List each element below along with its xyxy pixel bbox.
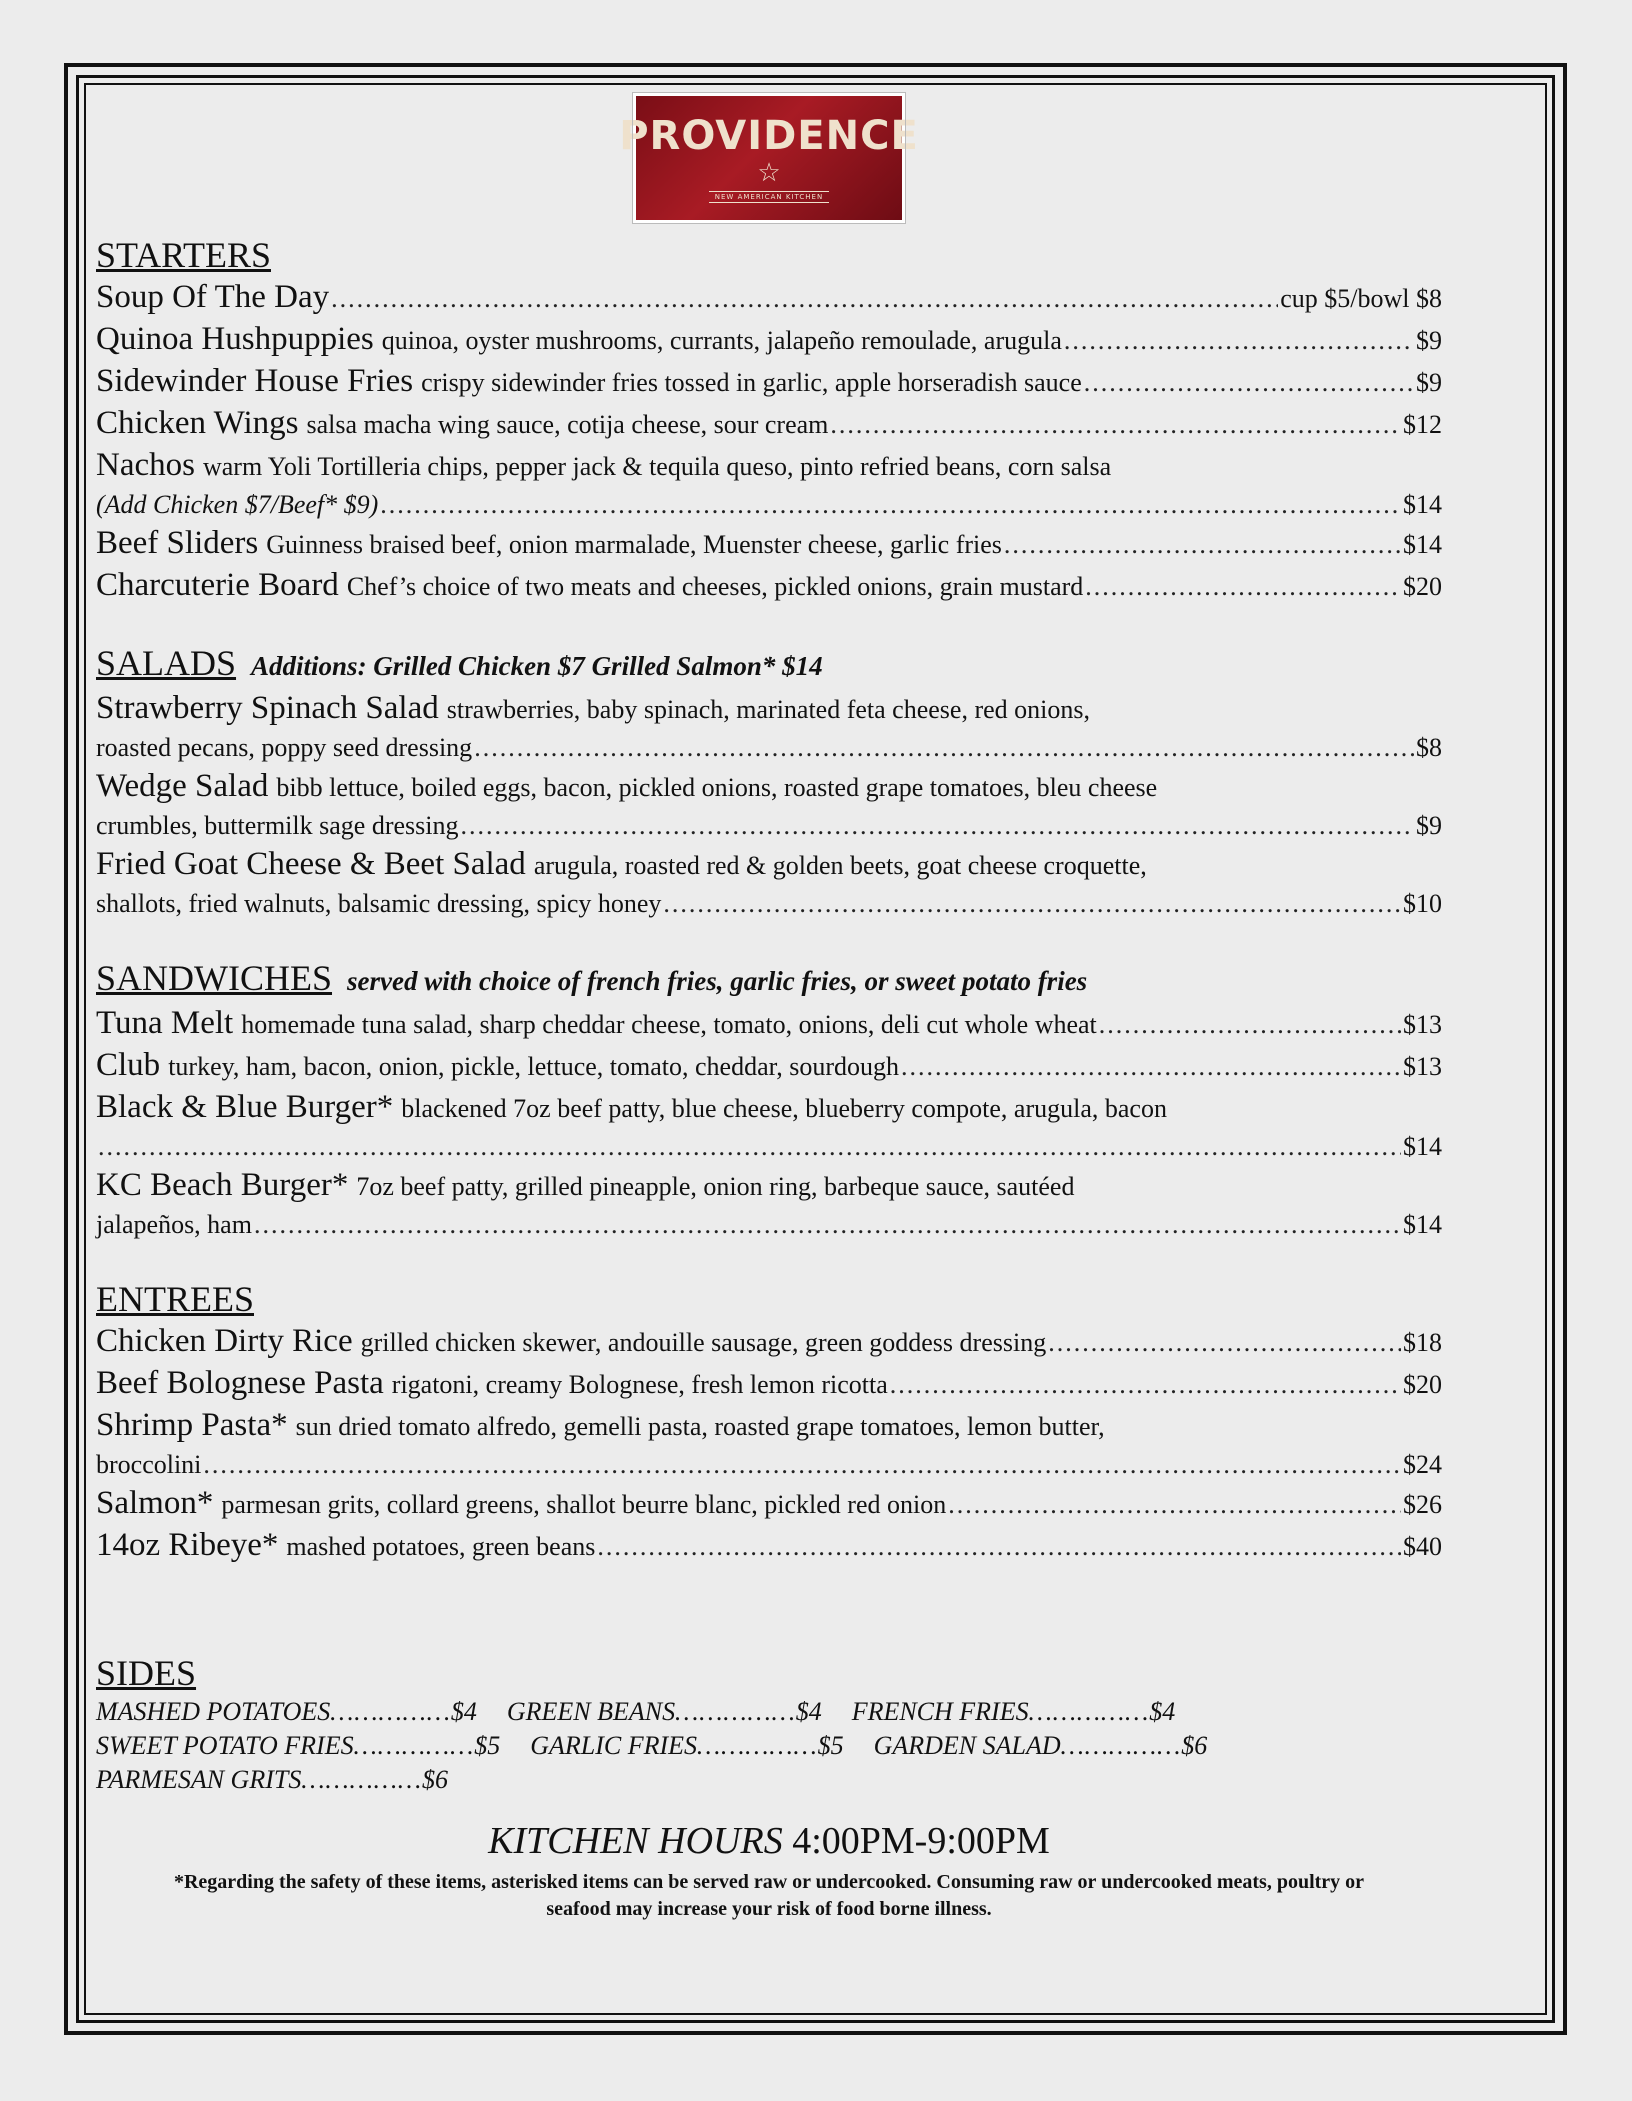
menu-item <box>96 1003 1442 1045</box>
menu-item-row <box>96 277 1442 319</box>
menu-item-row <box>96 403 1442 445</box>
side-price: $4 <box>795 1697 822 1726</box>
star-icon: ☆ <box>757 158 781 188</box>
item-price: $10 <box>1403 889 1442 918</box>
item-description: turkey, ham, bacon, onion, pickle, lettuce, tomato, cheddar, sourdough <box>168 1052 900 1081</box>
menu-item-row <box>96 523 1442 565</box>
menu-item-row <box>96 1207 1442 1243</box>
item-price: $9 <box>1416 368 1442 397</box>
menu-item-row <box>96 1525 1442 1567</box>
logo-tagline: NEW AMERICAN KITCHEN <box>709 191 829 203</box>
side-price: $5 <box>474 1731 501 1760</box>
dot-leader <box>460 808 1414 844</box>
side-name: GREEN BEANS <box>506 1697 676 1726</box>
menu-item-row <box>96 1129 1442 1165</box>
side-item <box>874 1729 1208 1763</box>
item-price: $13 <box>1403 1052 1442 1081</box>
item-description: arugula, roasted red & golden beets, goat cheese croquette, <box>533 851 1147 880</box>
sides-row <box>96 1695 1442 1729</box>
item-price: $13 <box>1403 1010 1442 1039</box>
menu-item-row <box>96 1321 1442 1363</box>
item-price: $9 <box>1416 811 1442 840</box>
side-item <box>96 1763 448 1797</box>
starters-list <box>96 277 1442 607</box>
sandwiches-note: served with choice of french fries, garlic fries, or sweet potato fries <box>347 966 1088 996</box>
item-description: mashed potatoes, green beans <box>286 1532 596 1561</box>
item-price: $20 <box>1403 572 1442 601</box>
dot-leader <box>380 487 1401 523</box>
menu-item-row <box>96 487 1442 523</box>
menu-item <box>96 445 1442 523</box>
item-name: Wedge Salad <box>96 768 269 804</box>
item-description-cont: shallots, fried walnuts, balsamic dressing, spicy honey <box>96 889 662 918</box>
item-name: Black & Blue Burger* <box>96 1089 394 1125</box>
side-name: GARLIC FRIES <box>530 1731 697 1760</box>
kitchen-hours-label: KITCHEN HOURS <box>488 1820 783 1862</box>
item-description-cont: jalapeños, ham <box>96 1210 252 1239</box>
menu-item-line <box>96 1405 1442 1447</box>
menu-item <box>96 766 1442 844</box>
item-name: Chicken Dirty Rice <box>96 1323 353 1359</box>
dot-leader <box>663 886 1401 922</box>
item-description: quinoa, oyster mushrooms, currants, jalapeño remoulade, arugula <box>381 326 1062 355</box>
menu-item-line <box>96 1087 1442 1129</box>
menu-item-line <box>96 688 1442 730</box>
side-item <box>852 1695 1176 1729</box>
providence-logo <box>619 93 919 223</box>
dot-leader: …………… <box>1028 1697 1150 1726</box>
side-name: SWEET POTATO FRIES <box>96 1731 354 1760</box>
menu-item-row <box>96 1045 1442 1087</box>
food-safety-disclaimer: *Regarding the safety of these items, asterisked items can be served raw or undercooked. Consuming raw or undercooked meats, poultry or seafood may increase your risk of food borne illness. <box>173 1871 1365 1920</box>
sides-row <box>96 1763 1442 1797</box>
side-price: $6 <box>1181 1731 1208 1760</box>
dot-leader <box>254 1207 1401 1243</box>
dot-leader <box>474 730 1414 766</box>
side-item <box>530 1729 843 1763</box>
menu-item <box>96 1045 1442 1087</box>
dot-leader: …………… <box>1060 1731 1182 1760</box>
item-description-cont: broccolini <box>96 1450 202 1479</box>
salads-note: Additions: Grilled Chicken $7 Grilled Salmon* $14 <box>251 651 823 681</box>
menu-item-row <box>96 1447 1442 1483</box>
side-item <box>96 1695 477 1729</box>
entrees-section <box>96 1277 1442 1567</box>
dot-leader <box>1099 1005 1401 1045</box>
menu-item <box>96 523 1442 565</box>
item-name: Nachos <box>96 447 195 483</box>
item-price: cup $5/bowl $8 <box>1280 284 1442 313</box>
menu-item-row <box>96 1483 1442 1525</box>
item-description: salsa macha wing sauce, cotija cheese, sour cream <box>306 410 829 439</box>
item-description: blackened 7oz beef patty, blue cheese, blueberry compote, arugula, bacon <box>401 1094 1167 1123</box>
item-description-cont: (Add Chicken $7/Beef* $9) <box>96 490 379 519</box>
item-name: Salmon* <box>96 1485 214 1521</box>
item-name: 14oz Ribeye* <box>96 1527 279 1563</box>
sandwiches-list <box>96 1003 1442 1243</box>
side-price: $4 <box>1149 1697 1176 1726</box>
side-name: FRENCH FRIES <box>851 1697 1029 1726</box>
side-name: MASHED POTATOES <box>96 1697 331 1726</box>
section-heading <box>96 1277 1442 1321</box>
section-heading <box>96 641 1442 688</box>
item-description: crispy sidewinder fries tossed in garlic, apple horseradish sauce <box>421 368 1082 397</box>
item-price: $14 <box>1403 1210 1442 1239</box>
menu-content <box>96 93 1442 1923</box>
dot-leader: …………… <box>330 1697 451 1726</box>
dot-leader: …………… <box>675 1697 796 1726</box>
item-description: 7oz beef patty, grilled pineapple, onion ring, barbeque sauce, sautéed <box>356 1172 1075 1201</box>
sides-section <box>96 1651 1442 1797</box>
item-price: $14 <box>1403 530 1442 559</box>
side-item <box>507 1695 822 1729</box>
dot-leader <box>203 1447 1401 1483</box>
starters-title: STARTERS <box>96 235 271 275</box>
menu-item <box>96 565 1442 607</box>
item-description-cont: roasted pecans, poppy seed dressing <box>96 733 473 762</box>
side-price: $4 <box>450 1697 477 1726</box>
menu-item-row <box>96 808 1442 844</box>
salads-list <box>96 688 1442 922</box>
dot-leader <box>597 1527 1401 1567</box>
section-heading <box>96 956 1442 1003</box>
item-price: $24 <box>1403 1450 1442 1479</box>
menu-item <box>96 403 1442 445</box>
menu-item <box>96 1321 1442 1363</box>
side-item <box>96 1729 500 1763</box>
item-name: KC Beach Burger* <box>96 1167 349 1203</box>
menu-item <box>96 1363 1442 1405</box>
menu-item <box>96 319 1442 361</box>
menu-item <box>96 361 1442 403</box>
item-name: Shrimp Pasta* <box>96 1407 288 1443</box>
menu-item-line <box>96 766 1442 808</box>
item-name: Beef Bolognese Pasta <box>96 1365 384 1401</box>
item-price: $8 <box>1416 733 1442 762</box>
sandwiches-title: SANDWICHES <box>96 958 333 998</box>
dot-leader: …………… <box>301 1765 422 1794</box>
kitchen-hours-value: 4:00PM-9:00PM <box>792 1820 1050 1862</box>
item-description: Guinness braised beef, onion marmalade, Muenster cheese, garlic fries <box>266 530 1002 559</box>
menu-item <box>96 1405 1442 1483</box>
item-price: $12 <box>1403 410 1442 439</box>
entrees-list <box>96 1321 1442 1567</box>
menu-item <box>96 844 1442 922</box>
salads-section <box>96 641 1442 922</box>
menu-item-row <box>96 1003 1442 1045</box>
side-price: $5 <box>817 1731 844 1760</box>
spacer <box>96 1601 1442 1651</box>
dot-leader <box>830 405 1401 445</box>
menu-item-row <box>96 565 1442 607</box>
item-description: sun dried tomato alfredo, gemelli pasta, roasted grape tomatoes, lemon butter, <box>295 1412 1105 1441</box>
section-heading <box>96 1651 1442 1695</box>
item-name: Fried Goat Cheese & Beet Salad <box>96 846 526 882</box>
item-name: Charcuterie Board <box>96 567 339 603</box>
menu-item-row <box>96 730 1442 766</box>
dot-leader <box>948 1485 1401 1525</box>
dot-leader <box>331 279 1278 319</box>
dot-leader <box>1085 567 1401 607</box>
item-price: $9 <box>1416 326 1442 355</box>
entrees-title: ENTREES <box>96 1279 254 1319</box>
item-name: Club <box>96 1047 161 1083</box>
salads-title: SALADS <box>96 643 237 683</box>
dot-leader <box>890 1365 1401 1405</box>
item-price: $20 <box>1403 1370 1442 1399</box>
item-price: $14 <box>1403 1132 1442 1161</box>
item-name: Chicken Wings <box>96 405 299 441</box>
side-name: GARDEN SALAD <box>873 1731 1061 1760</box>
menu-item <box>96 1087 1442 1165</box>
logo-container <box>96 93 1442 223</box>
item-name: Sidewinder House Fries <box>96 363 414 399</box>
item-name: Soup Of The Day <box>96 279 330 315</box>
side-price: $6 <box>421 1765 448 1794</box>
sides-title: SIDES <box>96 1653 197 1693</box>
item-price: $18 <box>1403 1328 1442 1357</box>
item-description: bibb lettuce, boiled eggs, bacon, pickled onions, roasted grape tomatoes, bleu cheese <box>276 773 1158 802</box>
item-description: homemade tuna salad, sharp cheddar cheese, tomato, onions, deli cut whole wheat <box>241 1010 1097 1039</box>
kitchen-hours <box>96 1819 1442 1863</box>
sides-row <box>96 1729 1442 1763</box>
menu-item-row <box>96 361 1442 403</box>
menu-item <box>96 688 1442 766</box>
item-description: parmesan grits, collard greens, shallot beurre blanc, pickled red onion <box>221 1490 947 1519</box>
menu-item <box>96 1165 1442 1243</box>
menu-item-row <box>96 1363 1442 1405</box>
item-price: $14 <box>1403 490 1442 519</box>
menu-item-line <box>96 445 1442 487</box>
item-description: rigatoni, creamy Bolognese, fresh lemon ricotta <box>391 1370 888 1399</box>
item-name: Strawberry Spinach Salad <box>96 690 439 726</box>
item-price: $40 <box>1403 1532 1442 1561</box>
section-heading <box>96 233 1442 277</box>
sandwiches-section <box>96 956 1442 1243</box>
item-description: grilled chicken skewer, andouille sausage, green goddess dressing <box>360 1328 1047 1357</box>
dot-leader: …………… <box>697 1731 818 1760</box>
item-description: warm Yoli Tortilleria chips, pepper jack & tequila queso, pinto refried beans, corn salsa <box>202 452 1112 481</box>
item-description: Chef’s choice of two meats and cheeses, pickled onions, grain mustard <box>346 572 1084 601</box>
dot-leader <box>1064 321 1414 361</box>
sides-list <box>96 1695 1442 1797</box>
menu-item-row <box>96 319 1442 361</box>
item-name: Beef Sliders <box>96 525 259 561</box>
dot-leader <box>1084 363 1414 403</box>
dot-leader <box>1048 1323 1401 1363</box>
item-name: Quinoa Hushpuppies <box>96 321 374 357</box>
menu-item <box>96 1525 1442 1567</box>
dot-leader: …………… <box>353 1731 475 1760</box>
item-name: Tuna Melt <box>96 1005 234 1041</box>
dot-leader <box>901 1047 1401 1087</box>
dot-leader <box>1004 525 1401 565</box>
menu-item-line <box>96 1165 1442 1207</box>
dot-leader <box>98 1129 1401 1165</box>
item-description: strawberries, baby spinach, marinated feta cheese, red onions, <box>446 695 1090 724</box>
logo-name: PROVIDENCE <box>619 113 919 159</box>
menu-item <box>96 277 1442 319</box>
menu-item-line <box>96 844 1442 886</box>
item-price: $26 <box>1403 1490 1442 1519</box>
menu-item-row <box>96 886 1442 922</box>
side-name: PARMESAN GRITS <box>96 1765 302 1794</box>
starters-section <box>96 233 1442 607</box>
item-description-cont: crumbles, buttermilk sage dressing <box>96 811 459 840</box>
menu-item <box>96 1483 1442 1525</box>
